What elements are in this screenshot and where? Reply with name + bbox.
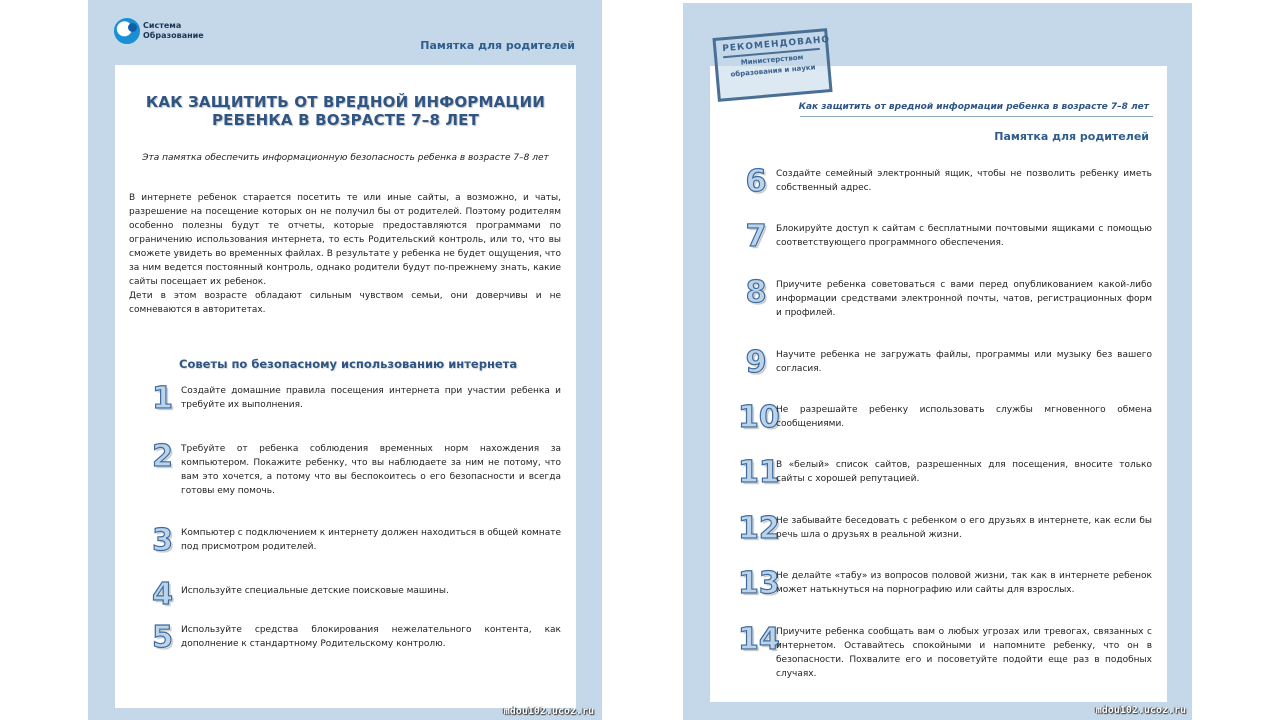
tip-item — [738, 622, 1152, 681]
tip-item — [738, 455, 1152, 490]
page-subtitle: Эта памятка обеспечить информационную безопасность ребенка в возрасте 7–8 лет — [142, 153, 549, 163]
tip-text: В «белый» список сайтов, разрешенных для посещения, вносите только сайты с хорошей репутацией. — [776, 460, 1152, 484]
tip-item — [145, 523, 561, 558]
tip-text: Создайте семейный электронный ящик, чтобы не позволить ребенку иметь собственный адрес. — [776, 169, 1152, 193]
tip-text: Приучите ребенка советоваться с вами перед опубликованием какой-либо информации средствами электронной почты, чатов, регистрационных форм и профилей. — [776, 280, 1152, 318]
tip-text: Требуйте от ребенка соблюдения временных норм нахождения за компьютером. Покажите ребенку, что вы наблюдаете за ним не потому, что вам это хочется, а потому что вы беспокоитесь о его безопасности и всегда готовы ему помочь. — [181, 444, 561, 496]
tip-item — [738, 275, 1152, 320]
tip-text: Не делайте «табу» из вопросов половой жизни, так как в интернете ребенок может натькнуться на порнографию или сайты для взрослых. — [776, 571, 1152, 595]
tip-item — [738, 566, 1152, 601]
tip-number: 13 — [738, 566, 780, 601]
tip-text: Не забывайте беседовать с ребенком о его друзьях в интернете, как если бы речь шла о друзьях в реальной жизни. — [776, 516, 1152, 540]
tip-number: 3 — [152, 523, 173, 558]
right-sheet — [710, 66, 1167, 702]
tip-text: Не разрешайте ребенку использовать службы мгновенного обмена сообщениями. — [776, 405, 1152, 429]
tip-item — [738, 400, 1152, 435]
tip-number: 11 — [738, 455, 780, 490]
tip-item — [145, 381, 561, 416]
logo-line-1: Система — [143, 21, 182, 30]
tip-number: 9 — [745, 345, 767, 380]
tip-text: Приучите ребенка сообщать вам о любых угрозах или тревогах, связанных с интернетом. Оставайтесь спокойными и напомните ребенку, что он в безопасности. Похвалите его и посоветуйте подойти еще раз в подобных случаях. — [776, 627, 1152, 679]
tip-text: Блокируйте доступ к сайтам с бесплатными почтовыми ящиками с помощью соответствующего программного обеспечения. — [776, 224, 1152, 248]
tip-number: 12 — [738, 511, 780, 546]
tip-number: 1 — [152, 381, 173, 416]
section-title: Советы по безопасному использованию интернета — [179, 357, 518, 371]
stamp-line-1: Министерством — [740, 53, 804, 67]
tip-item — [738, 345, 1152, 380]
tip-text: Компьютер с подключением к интернету должен находиться в общей комнате под присмотром родителей. — [181, 528, 561, 552]
left-sheet — [115, 65, 576, 708]
tip-number: 7 — [745, 219, 767, 254]
tip-item — [145, 577, 561, 612]
logo — [114, 18, 223, 44]
tip-number: 5 — [152, 620, 173, 655]
page-title: КАК ЗАЩИТИТЬ ОТ ВРЕДНОЙ ИНФОРМАЦИИ РЕБЕНКА В ВОЗРАСТЕ 7–8 ЛЕТ — [145, 93, 546, 129]
tip-number: 4 — [152, 577, 173, 612]
header-label: Памятка для родителей — [420, 39, 575, 52]
intro-text: В интернете ребенок старается посетить те или иные сайты, а возможно, и чаты, разрешение на посещение которых он не получил бы от родителей. Поэтому родителям особенно полезны будут те отчеты, которые предоставляются программами по ограничению использования интернета, то есть Родительский контроль, или то, что вы сможете увидеть во временных файлах. В результате у ребенка не будет ощущения, что за ним ведется постоянный контроль, однако родители будут по-прежнему знать, какие сайты посещает их ребенок. Дети в этом возрасте обладают сильным чувством семьи, они доверчивы и не сомневаются в авторитетах. — [129, 193, 561, 315]
tip-text: Используйте специальные детские поисковые машины. — [181, 586, 449, 596]
tip-item — [738, 164, 1152, 199]
tip-text: Используйте средства блокирования нежелательного контента, как дополнение к стандартному Родительскому контролю. — [181, 625, 561, 649]
left-page — [88, 0, 602, 720]
tip-item — [738, 511, 1152, 546]
tip-item — [145, 439, 561, 498]
tip-number: 8 — [745, 275, 767, 310]
tip-item — [738, 219, 1152, 254]
watermark: mdou102.ucoz.ru — [503, 706, 594, 717]
stamp-title: РЕКОМЕНДОВАНО — [722, 36, 820, 58]
doc-subtitle: Как защитить от вредной информации ребенка в возрасте 7–8 лет — [798, 102, 1149, 112]
logo-icon — [114, 18, 140, 44]
tip-number: 6 — [745, 164, 767, 199]
tip-text: Научите ребенка не загружать файлы, программы или музыку без вашего согласия. — [776, 350, 1152, 374]
stamp-line-2: образования и науки — [730, 63, 816, 79]
tip-item — [145, 620, 561, 655]
tip-number: 2 — [152, 439, 173, 474]
right-page — [683, 3, 1192, 720]
tip-text: Создайте домашние правила посещения интернета при участии ребенка и требуйте их выполнения. — [181, 386, 561, 410]
logo-line-2: Образование — [143, 31, 204, 40]
recommended-stamp — [712, 28, 832, 102]
divider — [800, 116, 1153, 117]
tip-number: 10 — [738, 400, 780, 435]
watermark: mdou102.ucoz.ru — [1095, 705, 1186, 716]
header-label: Памятка для родителей — [994, 130, 1149, 143]
tip-number: 14 — [738, 622, 780, 657]
